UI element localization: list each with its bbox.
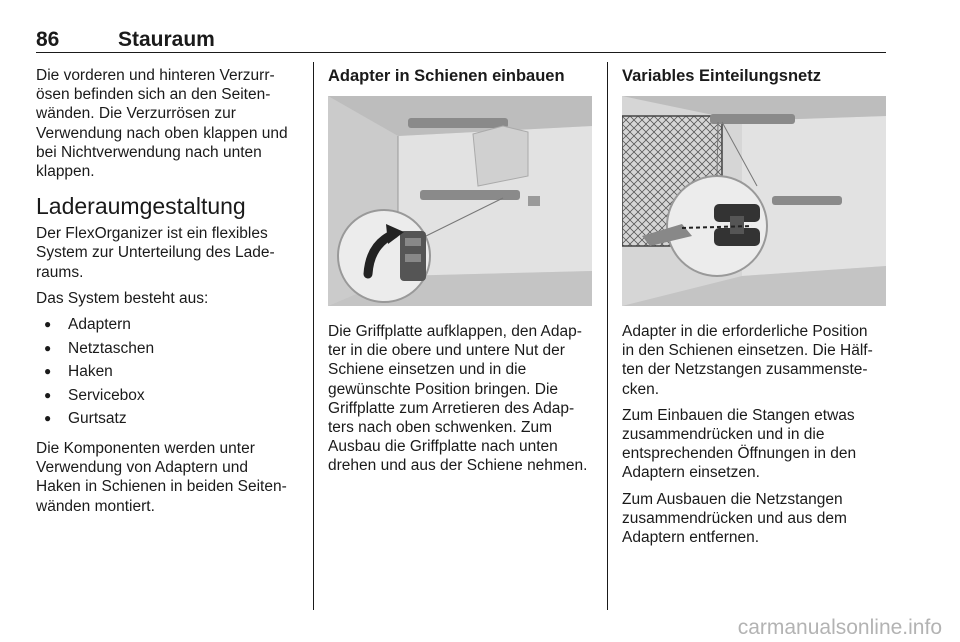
column-divider <box>313 62 314 610</box>
net-heading: Variables Einteilungsnetz <box>622 67 821 85</box>
section-heading: Laderaumgestaltung <box>36 193 246 220</box>
intro-paragraph: Die vorderen und hinteren Verzurr- ösen befinden sich an den Seiten- wänden. Die Verzurrösen zur Verwendung nach oben klappen und bei Nichtverwendung nach unten klappen. <box>36 67 288 181</box>
page-number: 86 <box>36 28 60 51</box>
net-paragraph-1: Adapter in die erforderliche Position in den Schienen einsetzen. Die Hälf- ten der Netzstangen zusammenste- cken. <box>622 323 873 398</box>
page-title: Stauraum <box>118 28 215 51</box>
column-2 <box>328 66 592 483</box>
closing-paragraph: Die Komponenten werden unter Verwendung von Adaptern und Haken in Schienen in beiden Seiten- wänden montiert. <box>36 440 287 515</box>
section-paragraph: Der FlexOrganizer ist ein flexibles System zur Unterteilung des Lade- raums. <box>36 225 275 281</box>
page-header <box>36 28 886 53</box>
component-list <box>36 315 300 433</box>
list-item: ● Servicebox <box>36 386 300 410</box>
column-1 <box>36 66 300 523</box>
list-intro: Das System besteht aus: <box>36 289 209 307</box>
adapter-rail-illustration <box>328 96 592 306</box>
list-item: ● Adaptern <box>36 315 300 339</box>
list-item: ● Gurtsatz <box>36 409 300 433</box>
column-3 <box>622 66 886 554</box>
list-item: ● Haken <box>36 362 300 386</box>
column-divider <box>607 62 608 610</box>
net-paragraph-2: Zum Einbauen die Stangen etwas zusammendrücken und in die entsprechenden Öffnungen in den Adaptern einsetzen. <box>622 406 857 482</box>
watermark-link[interactable]: carmanualsonline.info <box>737 616 942 639</box>
list-item: ● Netztaschen <box>36 339 300 363</box>
net-paragraph-3: Zum Ausbauen die Netzstangen zusammendrücken und aus dem Adaptern entfernen. <box>622 490 847 547</box>
net-illustration <box>622 96 886 306</box>
adapter-paragraph: Die Griffplatte aufklappen, den Adap- ter in die obere und untere Nut der Schiene einsetzen und in die gewünschte Position bringen. Die Griffplatte zum Arretieren des Adap- ters nach oben schwenken. Zum Ausbau die Griffplatte nach unten drehen und aus der Schiene nehmen. <box>328 323 588 475</box>
adapter-heading: Adapter in Schienen einbauen <box>328 67 565 85</box>
